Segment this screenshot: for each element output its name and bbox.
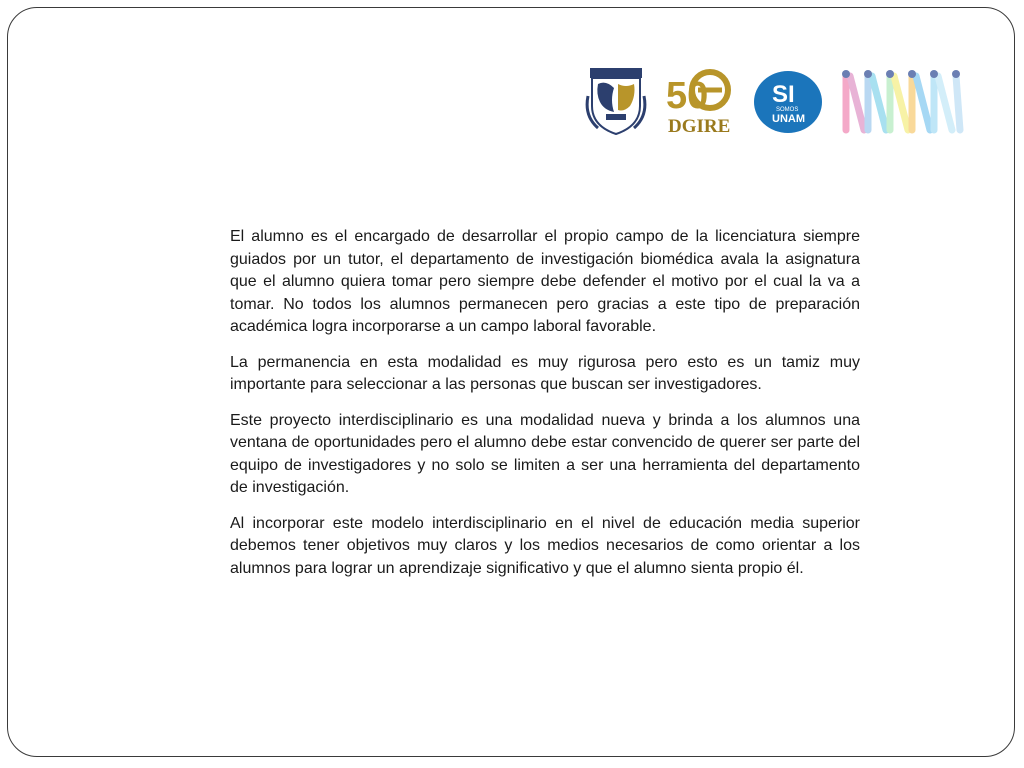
si-somos-unam-logo	[752, 70, 824, 134]
unam-shield-logo	[584, 66, 648, 136]
dgire-emblem-icon	[664, 68, 738, 134]
si-subtitle: SOMOS	[776, 107, 799, 113]
si-acronym: SI	[772, 81, 795, 108]
paragraph-1: El alumno es el encargado de desarrollar el propio campo de la licenciatura siempre guiados por un tutor, el departamento de investigación biomédica avala la asignatura que el alumno quiera tomar pero siempre debe defender el motivo por el cual la va a tomar. No todos los alumnos permanecen pero gracias a este tipo de preparación académica logra incorporarse a un campo laboral favorable.	[230, 228, 860, 335]
paragraph-4: Al incorporar este modelo interdisciplinario en el nivel de educación media superior debemos tener objetivos muy claros y los medios necesarios de como orientar a los alumnos para lograr un aprendizaje significativo y que el alumno sienta propio él.	[230, 514, 860, 577]
si-name: UNAM	[772, 113, 805, 125]
paragraph-3: Este proyecto interdisciplinario es una modalidad nueva y brinda a los alumnos una ventana de oportunidades pero el alumno debe estar convencido de querer ser parte del equipo de investigadores y no solo se limiten a ser una herramienta del departamento de investigación.	[230, 411, 860, 496]
paragraph-2: La permanencia en esta modalidad es muy rigurosa pero esto es un tamiz muy importante para seleccionar a las personas que buscan ser investigadores.	[230, 353, 860, 393]
dgire-50-logo	[664, 68, 738, 134]
dgire-number: 50	[666, 75, 709, 117]
logo-bar	[584, 66, 968, 138]
stripes-logo	[840, 68, 968, 136]
dgire-name: DGIRE	[668, 116, 731, 134]
body-text	[230, 226, 860, 593]
slide-frame	[7, 7, 1015, 757]
